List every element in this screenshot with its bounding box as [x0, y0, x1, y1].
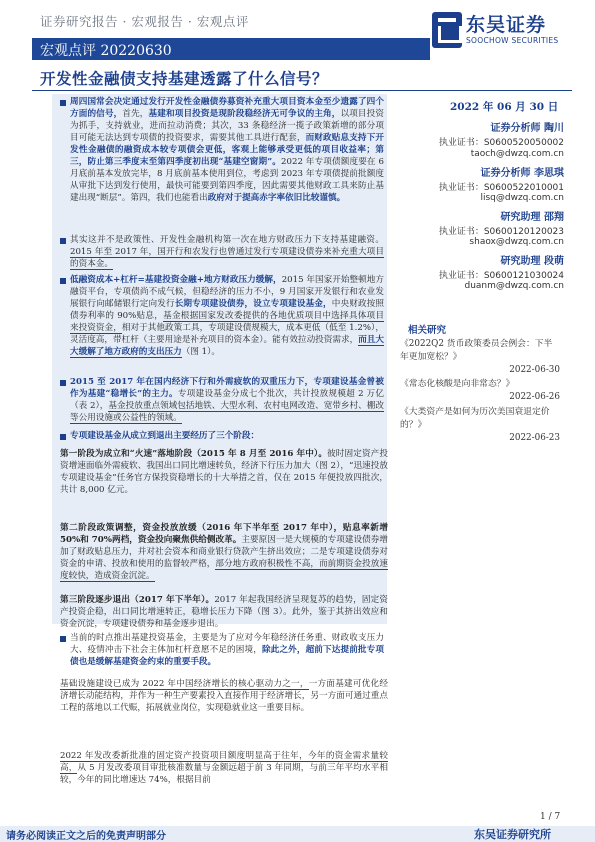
footer-disclaimer: 请务必阅读正文之后的免责声明部分	[6, 831, 166, 842]
para-lead: 周四国常会决定通过发行开发性金融债券募资补充重大项目资本金至少遗露了四个方面的信号，	[70, 97, 384, 119]
page-number: 1 / 7	[540, 812, 561, 822]
related-research-link[interactable]: 《2022Q2 货币政策委员会例会：下半年更加宽松？》	[400, 339, 553, 362]
analyst-cert: 执业证书：S0600522010001	[438, 183, 564, 193]
para-bold: 基建和项目投资是现阶段稳经济无可争议的主角，	[148, 109, 341, 119]
para-text: 2017 年起我国经济呈现复苏的趋势，固定资产投资企稳，出口同比增速转正，稳增长压力下降（图 3）。此外，鉴于其挤出效应和资金沉淀，专项建设债券和基金逐步退出。	[60, 595, 388, 629]
title-divider	[32, 90, 572, 91]
para-lead: 2015 至 2017 年在国内经济下行和外需疲软的双重压力下，专项建设基金曾被作为基建“稳增长”的主力。	[70, 377, 384, 399]
para-bold: 长期专项建设债券，	[174, 299, 254, 309]
company-logo	[432, 8, 572, 52]
analyst-email[interactable]: taoch@dwzq.com.cn	[470, 149, 564, 159]
report-title: 开发性金融债支持基建透露了什么信号？	[40, 69, 329, 88]
report-categories: 证券研究报告 · 宏观报告 · 宏观点评	[40, 14, 249, 29]
stage-paragraph	[60, 448, 388, 500]
stage-heading: 第三阶段逐步退出（2017 年下半年）。	[60, 595, 215, 605]
analyst-cert: 执业证书：S0600120120023	[438, 227, 564, 237]
summary-paragraph	[70, 632, 384, 670]
analyst-email[interactable]: shaox@dwzq.com.cn	[469, 237, 564, 247]
para-text: 主要原因一是大规模的专项建设债券增加了财政贴息压力，并对社会资本和商业银行贷款产生挤出效应；二是专项建设债券对资金的申请、投放和使用的监督较严格，	[60, 535, 388, 569]
stage-paragraph	[60, 522, 388, 586]
analyst-email[interactable]: duanm@dwzq.com.cn	[464, 281, 564, 291]
summary-paragraph	[70, 274, 384, 370]
footer-company: 东吴证券研究所	[474, 828, 551, 841]
report-type-label: 宏观点评 20220630	[40, 43, 172, 59]
summary-paragraph	[70, 234, 384, 272]
related-research-link[interactable]: 《大类资产是如何为历次美国衰退定价的？》	[400, 407, 550, 430]
bullet-icon	[60, 636, 66, 642]
para-text: 首先，	[122, 109, 149, 119]
para-underline: 2022 年发改委新批准的固定资产投资项目额度明显高于往年，今年的资金需求量较高，	[60, 751, 388, 773]
bullet-icon	[60, 278, 66, 284]
report-date: 2022 年 06 月 30 日	[450, 101, 559, 113]
related-research-date: 2022-06-23	[509, 433, 560, 443]
stage-paragraph	[60, 594, 388, 634]
related-research-link[interactable]: 《常态化核酸是向非常态？》	[400, 379, 515, 389]
para-text: 2022 年专项债额度要在 6 月底前基本发放完毕，8 月底前基本使用到位，考虑到 2023 年专项债提前批额度从审批下达到发行使用，最快可能要到第四季度，因此需要其他财政工具来防止基建出现“断层”。第四，我们也能看出	[70, 157, 384, 203]
para-underline: 基金根据国家发改委提供的各地优质项目中选择具体项目来投资资金，	[70, 311, 384, 333]
analyst-role: 证券分析师 李思琪	[480, 168, 564, 179]
analyst-role: 研究助理 邵翔	[500, 212, 564, 223]
para-text: （图 1）。	[181, 347, 221, 357]
para-text: 从 5 月发改委项目审批核准数量与金额远超于前 3 年同期，与前三年平均水平相较，今年的同比增速达 74%，根据目前	[60, 763, 388, 785]
para-text: 2015 年国家开始整顿地方融资平台，专项债尚不成气候，但稳经济的压力不小，9 月国家开发银行和农业发展银行向邮储银行定向发行	[70, 275, 384, 309]
bullet-icon	[60, 238, 66, 244]
analyst-cert: 执业证书：S0600520050002	[438, 138, 564, 148]
para-text: 当前的时点推出基建投资基金，主要是为了应对今年稳经济任务重、财政收支压力大、疫情冲击下社会主体加杠杆意愿不足的困境，	[70, 633, 384, 655]
analyst-email[interactable]: lisq@dwzq.com.cn	[480, 193, 564, 203]
para-text: 专项建设基金分成七个批次，共计投放规模超 2 万亿（表 2），	[70, 389, 384, 411]
para-lead: 专项建设基金从成立到退出主要经历了三个阶段：	[70, 431, 260, 441]
summary-paragraph	[70, 376, 384, 426]
para-underline: 基金投放重点领域包括地铁、大型水利、农村电网改造、宽带乡村、棚改等公用设施或公益性的领域。	[70, 401, 384, 423]
para-text: 以项目投资为抓手，支持就业，进而拉动消费；其次，33 条稳经济一揽子政策新增的部分项目可能无法达到专项债的投资要求，需要其他工具进行配套，	[70, 109, 384, 143]
related-research-date: 2022-06-26	[509, 392, 560, 402]
body-paragraph	[60, 750, 388, 786]
para-text: 相对于其他政策工具，专项建设债规模大，成本更低（低至 1.2%），灵活度高，带杠杆（主要用途是补充项目的资本金）。能有效拉动投资需求，	[70, 323, 384, 345]
para-text: 一方面基建可优化经济增长动能结构，并作为一种生产要素投入直接作用于经济增长，另一方面可通过重点工程的落地以工代赈，拓展就业岗位，实现稳就业这一重要目标。	[60, 679, 388, 713]
para-underline: 基础设施建设已成为 2022 年中国经济增长的核心驱动力之一，	[60, 679, 309, 689]
para-bold: 除此之外，超前下达提前批专项债也是缓解基建资金约束的重要手段。	[70, 645, 384, 667]
bullet-icon	[60, 100, 66, 106]
logo-mark-icon	[432, 12, 462, 48]
para-bold: 政府对于提高赤字率依旧比较谨慎。	[207, 193, 346, 203]
para-underline: 而且大大缓解了地方政府的支出压力	[70, 335, 384, 357]
related-research-date: 2022-06-30	[509, 365, 560, 375]
summary-paragraph	[70, 96, 384, 230]
para-text: 其实这并不是政策性、开发性金融机构第一次在地方财政压力下支持基建融资。	[70, 235, 384, 245]
analyst-role: 研究助理 段萌	[500, 256, 564, 267]
para-bold: 而财政贴息支持下开发性金融债的融资成本较专项债会更低，客观上能够承受更低的项目收益率；	[70, 133, 384, 155]
para-text: 彼时固定资产投资增速面临外需疲软、我国出口同比增速转负，经济下行压力加大（图 2），“迅速投放专项建设基金”任务官方保投资稳增长的十大举措之首，仅在 2015 年便投放四批次，共计 8,000 亿元。	[60, 449, 388, 495]
analyst-cert: 执业证书：S0600121030024	[438, 271, 564, 281]
stage-heading: 第二阶段政策调整，资金投放放缓（2016 年下半年至 2017 年中），贴息率新增 50%和 70%两档，资金投向聚焦供给侧改革。	[60, 523, 388, 545]
para-bold: 设立专项建设基金，	[253, 299, 332, 309]
para-bold: 第三，防止第三季度末至第四季度初出现“基建空窗期”。	[70, 145, 384, 167]
stage-heading: 第一阶段为成立和“火速”落地阶段（2015 年 8 月至 2016 年中）。	[60, 449, 328, 459]
body-paragraph	[60, 678, 388, 742]
para-text: 中央财政按照债券利率的 90%贴息，	[70, 299, 384, 321]
logo-cn-text: 东吴证券	[466, 14, 547, 36]
summary-paragraph	[70, 430, 384, 444]
logo-en-text: SOOCHOW SECURITIES	[466, 36, 559, 45]
related-research-heading: 相关研究	[408, 325, 447, 336]
para-underline: 部分地方政府积极性不高，而前期资金投放速度较快，造成资金沉淀。	[60, 559, 388, 581]
bullet-icon	[60, 380, 66, 386]
analyst-role: 证券分析师 陶川	[490, 123, 564, 134]
para-lead: 低融资成本+杠杆=基建投资金融+地方财政压力缓解，	[70, 275, 282, 285]
para-underline: 2015 年至 2017 年，国开行和农发行也曾通过发行专项建设债券来补充重大项目的资本金。	[70, 247, 384, 269]
bullet-icon	[60, 434, 66, 440]
